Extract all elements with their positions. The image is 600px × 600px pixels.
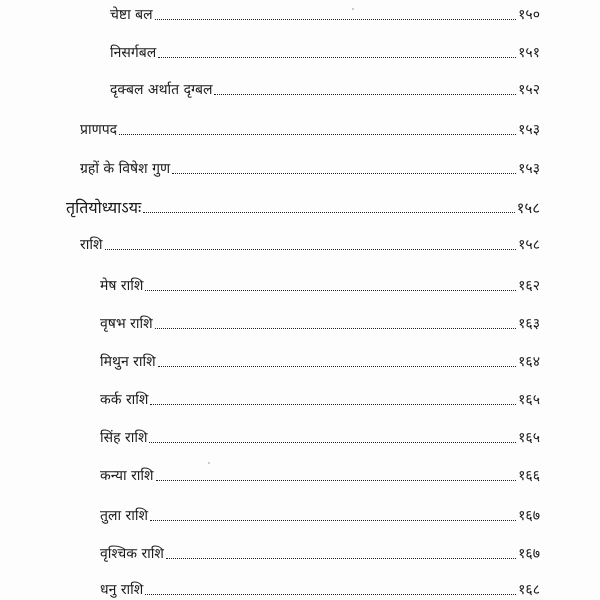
toc-entry-kark-rashi: [100, 387, 540, 409]
dot-leader: [158, 365, 516, 367]
toc-entry-kanya-rashi: [100, 463, 540, 485]
toc-entry-page: १६५: [518, 392, 540, 408]
dot-leader: [150, 403, 516, 405]
toc-entry-title: तुला राशि: [100, 508, 149, 524]
toc-entry-singh-rashi: [100, 425, 540, 447]
toc-entry-page: १५२: [518, 82, 540, 98]
dot-leader: [145, 593, 516, 595]
toc-chapter-tritiya-adhyay: [66, 195, 540, 217]
toc-entry-mesh-rashi: [100, 273, 540, 295]
toc-entry-page: १५८: [518, 237, 540, 253]
dot-leader: [155, 18, 517, 20]
dot-leader: [143, 211, 514, 213]
toc-entry-page: १५०: [518, 7, 540, 23]
toc-entry-title: दृक्बल अर्थात दृग्बल: [110, 82, 213, 98]
toc-entry-page: १५१: [518, 45, 540, 61]
toc-entry-page: १६५: [518, 430, 540, 446]
dot-leader: [145, 289, 516, 291]
toc-entry-title: कर्क राशि: [100, 392, 149, 408]
toc-entry-rashi: [80, 232, 540, 254]
dot-leader: [158, 56, 516, 58]
toc-entry-title: धनु राशि: [100, 582, 144, 598]
toc-entry-page: १६२: [518, 278, 540, 294]
dot-leader: [155, 327, 516, 329]
paper-speck: [352, 8, 354, 10]
toc-entry-chesta-bal: [110, 2, 540, 24]
toc-entry-title: राशि: [80, 237, 103, 253]
paper-speck: [208, 462, 210, 464]
toc-entry-vrishchik-rashi: [100, 541, 540, 563]
toc-entry-dhanu-rashi: [100, 577, 540, 599]
dot-leader: [149, 441, 516, 443]
toc-entry-vrishabh-rashi: [100, 311, 540, 333]
toc-entry-title: वृश्चिक राशि: [100, 546, 164, 562]
dot-leader: [105, 248, 517, 250]
toc-entry-title: मेष राशि: [100, 278, 144, 294]
toc-entry-page: १६६: [518, 468, 540, 484]
toc-entry-page: १६८: [518, 582, 540, 598]
toc-entry-title: चेष्टा बल: [110, 7, 153, 23]
toc-entry-tula-rashi: [100, 503, 540, 525]
toc-entry-mithun-rashi: [100, 349, 540, 371]
toc-entry-title: ग्रहों के विषेश गुण: [80, 161, 171, 177]
dot-leader: [150, 519, 516, 521]
toc-entry-page: १६७: [518, 546, 540, 562]
toc-entry-title: कन्या राशि: [100, 468, 154, 484]
dot-leader: [119, 133, 516, 135]
toc-entry-title: सिंह राशि: [100, 430, 148, 446]
toc-entry-title: प्राणपद: [80, 122, 118, 138]
dot-leader: [156, 479, 517, 481]
toc-chapter-title: तृतियोध्याऽयः: [66, 198, 142, 217]
toc-entry-grahon-ke-gun: [80, 156, 540, 178]
dot-leader: [172, 172, 516, 174]
toc-entry-page: १६४: [518, 354, 540, 370]
toc-entry-pranpad: [80, 117, 540, 139]
dot-leader: [214, 93, 516, 95]
toc-entry-title: निसर्गबल: [110, 45, 157, 61]
toc-entry-nisargbal: [110, 40, 540, 62]
toc-entry-page: १६७: [518, 508, 540, 524]
toc-entry-page: १६३: [518, 316, 540, 332]
toc-entry-title: वृषभ राशि: [100, 316, 153, 332]
toc-entry-drikbal: [110, 77, 540, 99]
toc-entry-title: मिथुन राशि: [100, 354, 156, 370]
dot-leader: [166, 557, 516, 559]
toc-entry-page: १५३: [518, 122, 540, 138]
toc-chapter-page: १५८: [516, 199, 540, 217]
toc-entry-page: १५३: [518, 161, 540, 177]
